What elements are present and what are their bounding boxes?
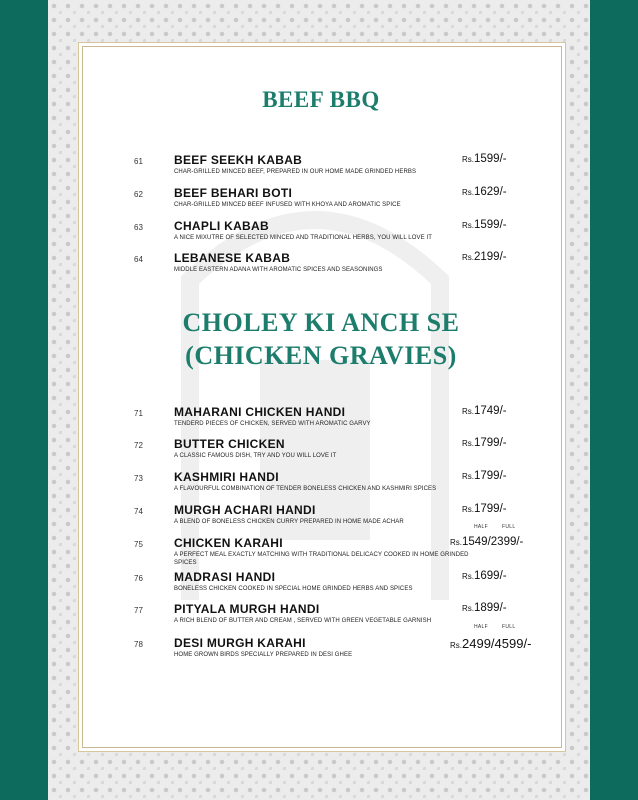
item-price: Rs.1899/-	[462, 602, 507, 614]
item-price: Rs.1799/-	[462, 437, 507, 449]
menu-item	[82, 570, 560, 604]
menu-item	[82, 602, 560, 636]
item-name: LEBANESE KABAB	[174, 251, 291, 265]
item-number: 76	[134, 574, 143, 583]
menu-item	[82, 251, 560, 285]
item-description: A NICE MIXUTRE OF SELECTED MINCED AND TRADITIONAL HERBS, YOU WILL LOVE IT	[174, 235, 433, 241]
item-name: KASHMIRI HANDI	[174, 470, 279, 484]
item-price: Rs.1799/-	[462, 503, 507, 515]
item-price: Rs.1629/-	[462, 186, 507, 198]
item-description: A FLAVOURFUL COMBINATION OF TENDER BONELESS CHICKEN AND KASHMIRI SPICES	[174, 486, 437, 492]
item-number: 74	[134, 507, 143, 516]
item-number: 77	[134, 606, 143, 615]
item-name: MAHARANI CHICKEN HANDI	[174, 405, 346, 419]
item-name: BUTTER CHICKEN	[174, 437, 285, 451]
item-price: Rs.1699/-	[462, 570, 507, 582]
item-number: 64	[134, 255, 143, 264]
item-price: Rs.2199/-	[462, 251, 507, 263]
item-description: A BLEND OF BONELESS CHICKEN CURRY PREPARED IN HOME MADE ACHAR	[174, 519, 404, 525]
menu-item	[82, 524, 560, 570]
item-number: 75	[134, 540, 143, 549]
menu-item	[82, 186, 560, 220]
item-description: A RICH BLEND OF BUTTER AND CREAM , SERVED WITH GREEN VEGETABLE GARNISH	[174, 618, 432, 624]
item-description: A CLASSIC FAMOUS DISH, TRY AND YOU WILL LOVE IT	[174, 453, 337, 459]
left-color-band	[0, 0, 48, 800]
item-description: A PERFECT MEAL EXACTLY MATCHING WITH TRADITIONAL DELICACY COOKED IN HOME GRINDED SPICES	[174, 552, 469, 566]
item-name: BEEF SEEKH KABAB	[174, 153, 303, 167]
section-title-beef-bbq: BEEF BBQ	[262, 87, 380, 112]
item-number: 63	[134, 223, 143, 232]
right-color-band	[590, 0, 638, 800]
item-number: 73	[134, 474, 143, 483]
menu-item	[82, 503, 560, 537]
item-price: Rs.2499/4599/-	[450, 636, 532, 651]
half-label: HALF	[474, 624, 488, 630]
item-number: 62	[134, 190, 143, 199]
item-price: Rs.1599/-	[462, 219, 507, 231]
item-name: CHICKEN KARAHI	[174, 536, 283, 550]
menu-item	[82, 624, 560, 670]
item-price: Rs.1799/-	[462, 470, 507, 482]
full-label: FULL	[502, 624, 516, 630]
item-price: Rs.1549/2399/-	[450, 536, 524, 548]
title-line-2: (CHICKEN GRAVIES)	[185, 341, 457, 370]
item-number: 78	[134, 640, 143, 649]
menu-item	[82, 470, 560, 504]
item-name: MURGH ACHARI HANDI	[174, 503, 316, 517]
item-description: CHAR-GRILLED MINCED BEEF INFUSED WITH KHOYA AND AROMATIC SPICE	[174, 202, 401, 208]
item-number: 61	[134, 157, 143, 166]
full-label: FULL	[502, 524, 516, 530]
item-name: CHAPLI KABAB	[174, 219, 269, 233]
item-description: HOME GROWN BIRDS SPECIALLY PREPARED IN DESI GHEE	[174, 652, 353, 658]
item-name: PITYALA MURGH HANDI	[174, 602, 320, 616]
half-label: HALF	[474, 524, 488, 530]
item-description: BONELESS CHICKEN COOKED IN SPECIAL HOME GRINDED HERBS AND SPICES	[174, 586, 413, 592]
item-description: MIDDLE EASTERN ADANA WITH AROMATIC SPICES AND SEASONINGS	[174, 267, 383, 273]
menu-item	[82, 405, 560, 439]
menu-item	[82, 219, 560, 253]
item-price: Rs.1599/-	[462, 153, 507, 165]
title-line-1: CHOLEY KI ANCH SE	[182, 308, 460, 337]
item-description: TENDERD PIECES OF CHICKEN, SERVED WITH AROMATIC GARVY	[174, 421, 371, 427]
section-title-chicken-gravies	[82, 306, 560, 372]
item-name: BEEF BEHARI BOTI	[174, 186, 293, 200]
item-number: 71	[134, 409, 143, 418]
item-description: CHAR-GRILLED MINCED BEEF, PREPARED IN OUR HOME MADE GRINDED HERBS	[174, 169, 417, 175]
menu-item	[82, 437, 560, 471]
menu-item	[82, 153, 560, 187]
item-number: 72	[134, 441, 143, 450]
item-name: DESI MURGH KARAHI	[174, 636, 306, 650]
item-name: MADRASI HANDI	[174, 570, 276, 584]
item-price: Rs.1749/-	[462, 405, 507, 417]
